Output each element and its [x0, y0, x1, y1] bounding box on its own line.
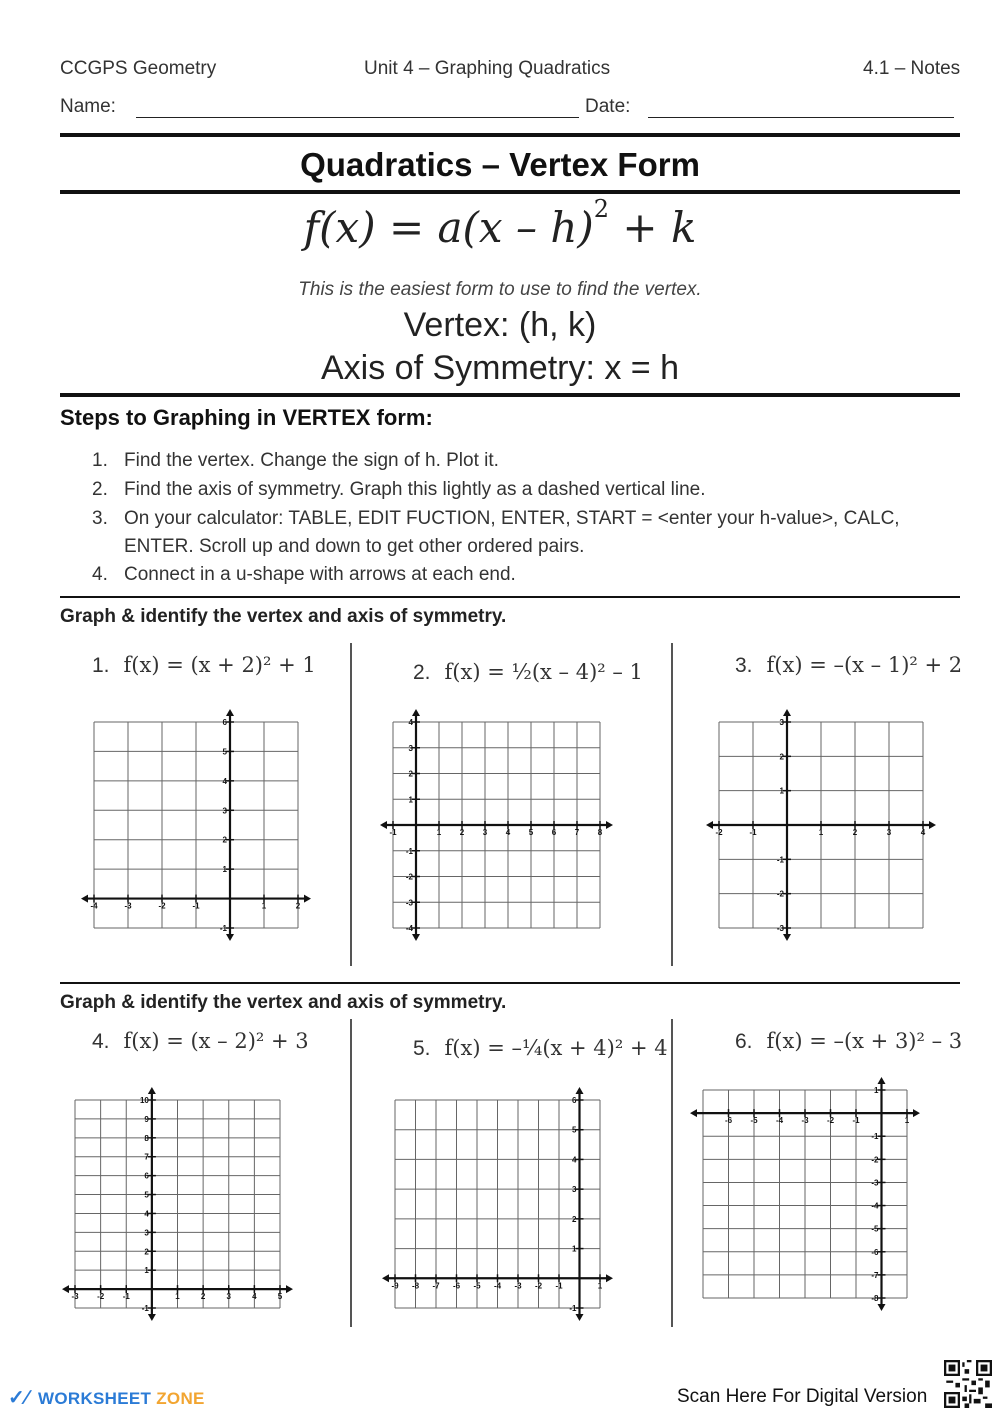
y-tick-label: -3	[405, 898, 413, 908]
y-tick-label: 4	[572, 1155, 577, 1165]
y-tick-label: 2	[779, 752, 784, 762]
y-tick-label: -3	[776, 924, 784, 933]
x-tick-label: 7	[574, 828, 580, 837]
y-tick-label: 3	[779, 718, 784, 727]
brand-mark-icon: ✓∕	[8, 1387, 29, 1409]
y-tick-label: 3	[408, 743, 413, 753]
x-tick-label: 5	[277, 1292, 283, 1302]
y-tick-label: -6	[871, 1247, 879, 1257]
x-tick-label: -2	[158, 901, 166, 911]
x-tick-label: 1	[904, 1116, 910, 1126]
y-tick-label: 2	[408, 769, 413, 779]
course-name: CCGPS Geometry	[60, 58, 217, 79]
y-tick-label: -1	[569, 1304, 577, 1313]
x-tick-label: -4	[493, 1281, 502, 1291]
problem-number: 6.	[735, 1030, 753, 1053]
y-tick-label: 4	[144, 1209, 149, 1219]
y-tick-label: 2	[144, 1247, 149, 1257]
x-tick-label: 8	[597, 828, 603, 837]
formula-exponent: 2	[593, 195, 610, 223]
problem-equation: f(x) = –¼(x + 4)² + 4	[444, 1036, 668, 1060]
x-tick-label: -3	[71, 1292, 79, 1302]
x-tick-label: 1	[436, 828, 442, 837]
step-number: 4.	[92, 564, 108, 585]
step-number: 3.	[92, 508, 108, 529]
step-text: Connect in a u-shape with arrows at each end.	[124, 564, 516, 585]
qr-code-icon[interactable]	[944, 1360, 992, 1408]
section-heading: Graph & identify the vertex and axis of symmetry.	[60, 606, 507, 627]
y-tick-label: -3	[871, 1178, 879, 1188]
y-axis-arrow-up-icon	[878, 1077, 886, 1084]
x-tick-label: 2	[852, 828, 858, 837]
x-tick-label: -1	[122, 1292, 130, 1302]
y-tick-label: 6	[572, 1096, 577, 1105]
x-axis-arrow-left-icon	[690, 1109, 697, 1117]
x-tick-label: -4	[90, 901, 98, 911]
y-tick-label: 3	[572, 1185, 577, 1195]
y-tick-label: 1	[779, 786, 784, 796]
y-tick-label: 1	[408, 795, 413, 805]
steps-heading: Steps to Graphing in VERTEX form:	[60, 405, 433, 430]
formula-main: f(x) = a(x – h)	[303, 203, 594, 252]
x-tick-label: -1	[749, 828, 757, 837]
y-axis-arrow-down-icon	[878, 1304, 886, 1311]
x-tick-label: 4	[920, 828, 926, 837]
date-label: Date:	[585, 96, 631, 117]
problem-equation: f(x) = (x + 2)² + 1	[123, 653, 316, 677]
brand-name: WORKSHEET	[38, 1389, 152, 1408]
x-tick-label: 4	[252, 1292, 257, 1302]
y-tick-label: -1	[141, 1304, 149, 1313]
name-label: Name:	[60, 96, 116, 117]
y-tick-label: 3	[144, 1228, 149, 1238]
x-tick-label: -3	[801, 1116, 809, 1126]
y-tick-label: -5	[871, 1224, 879, 1234]
step-number: 1.	[92, 450, 108, 471]
x-tick-label: -2	[826, 1116, 835, 1126]
x-tick-label: -6	[724, 1116, 733, 1126]
formula-tail: + k	[609, 203, 697, 252]
x-tick-label: -2	[97, 1292, 105, 1302]
x-tick-label: 1	[175, 1292, 180, 1302]
y-tick-label: 1	[144, 1266, 149, 1276]
y-tick-label: -1	[776, 855, 784, 865]
x-tick-label: 6	[551, 828, 557, 837]
y-tick-label: 8	[144, 1133, 149, 1143]
y-tick-label: -8	[871, 1294, 879, 1303]
x-tick-label: -1	[555, 1281, 563, 1291]
x-tick-label: -3	[514, 1281, 522, 1291]
subtitle: This is the easiest form to use to find the vertex.	[298, 279, 702, 300]
y-tick-label: 7	[144, 1152, 149, 1162]
x-tick-label: -8	[411, 1281, 420, 1291]
y-tick-label: 6	[144, 1171, 149, 1181]
unit-name: Unit 4 – Graphing Quadratics	[364, 58, 611, 79]
y-tick-label: -4	[871, 1201, 879, 1211]
x-tick-label: 2	[200, 1292, 206, 1302]
y-tick-label: 6	[222, 718, 227, 727]
problem-number: 2.	[413, 661, 431, 684]
y-tick-label: -1	[219, 924, 227, 933]
y-tick-label: -2	[405, 872, 413, 882]
x-tick-label: 2	[295, 901, 301, 911]
axis-of-symmetry-text: Axis of Symmetry: x = h	[320, 349, 680, 387]
brand-logo[interactable]	[8, 1385, 205, 1410]
x-tick-label: -4	[775, 1116, 784, 1126]
x-tick-label: -5	[750, 1116, 758, 1126]
y-tick-label: 5	[222, 747, 227, 757]
x-tick-label: -1	[852, 1116, 860, 1126]
x-tick-label: 3	[482, 828, 488, 837]
y-tick-label: -2	[871, 1155, 879, 1165]
y-tick-label: 5	[572, 1125, 577, 1135]
x-tick-label: 5	[528, 828, 534, 837]
x-tick-label: 1	[818, 828, 824, 837]
y-tick-label: 1	[222, 865, 227, 875]
problem-number: 3.	[735, 654, 753, 677]
x-tick-label: -2	[715, 828, 723, 837]
y-tick-label: -1	[405, 846, 413, 856]
x-axis-arrow-right-icon	[913, 1109, 920, 1117]
x-tick-label: -1	[192, 901, 200, 911]
y-tick-label: 4	[222, 776, 227, 786]
x-tick-label: 1	[261, 901, 267, 911]
y-tick-label: 2	[572, 1214, 577, 1224]
vertex-text: Vertex: (h, k)	[403, 306, 597, 344]
step-text: Find the axis of symmetry. Graph this lightly as a dashed vertical line.	[124, 479, 706, 500]
y-tick-label: 9	[144, 1114, 149, 1124]
step-text: ENTER. Scroll up and down to get other ordered pairs.	[124, 536, 585, 557]
problem-number: 1.	[92, 654, 110, 677]
problem-equation: f(x) = –(x + 3)² – 3	[766, 1029, 963, 1053]
x-tick-label: 4	[505, 828, 511, 837]
x-tick-label: -1	[389, 828, 397, 837]
problem-number: 4.	[92, 1030, 110, 1053]
x-tick-label: 3	[886, 828, 892, 837]
problem-equation: f(x) = (x – 2)² + 3	[123, 1029, 309, 1053]
y-tick-label: -2	[776, 889, 784, 899]
brand-accent: ZONE	[156, 1389, 205, 1408]
x-tick-label: 2	[459, 828, 465, 837]
x-tick-label: -5	[473, 1281, 481, 1291]
y-tick-label: 1	[874, 1086, 879, 1095]
notes-label: 4.1 – Notes	[863, 58, 961, 79]
problem-equation: f(x) = ½(x – 4)² – 1	[444, 660, 643, 684]
y-tick-label: 5	[144, 1190, 149, 1200]
y-tick-label: -4	[405, 924, 413, 933]
x-tick-label: -2	[534, 1281, 543, 1291]
page-title: Quadratics – Vertex Form	[300, 146, 700, 183]
step-text: On your calculator: TABLE, EDIT FUCTION, ENTER, START = <enter your h-value>, CALC,	[124, 508, 900, 529]
x-tick-label: 3	[226, 1292, 231, 1302]
step-text: Find the vertex. Change the sign of h. Plot it.	[124, 450, 499, 471]
x-tick-label: -6	[452, 1281, 461, 1291]
y-tick-label: -7	[871, 1270, 879, 1280]
step-number: 2.	[92, 479, 108, 500]
section-heading: Graph & identify the vertex and axis of symmetry.	[60, 992, 507, 1013]
y-tick-label: 4	[408, 718, 413, 727]
x-tick-label: -7	[432, 1281, 440, 1291]
x-tick-label: -3	[124, 901, 132, 911]
y-tick-label: -1	[871, 1132, 879, 1142]
problem-number: 5.	[413, 1037, 431, 1060]
x-tick-label: 1	[597, 1281, 603, 1291]
y-tick-label: 3	[222, 806, 227, 816]
y-tick-label: 2	[222, 835, 227, 845]
problem-equation: f(x) = –(x – 1)² + 2	[766, 653, 963, 677]
scan-text: Scan Here For Digital Version	[677, 1386, 928, 1407]
y-tick-label: 10	[139, 1096, 149, 1105]
x-tick-label: -9	[391, 1281, 399, 1291]
y-tick-label: 1	[572, 1244, 577, 1254]
